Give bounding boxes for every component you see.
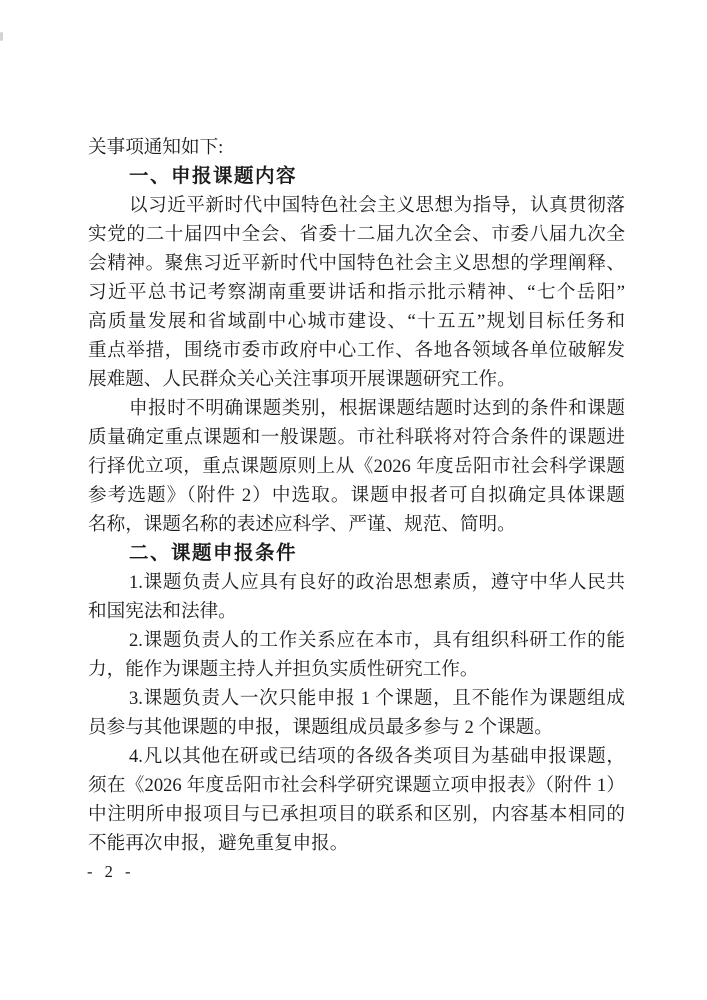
doc-line-item-1: 1.课题负责人应具有良好的政治思想素质，遵守中华人民共 bbox=[129, 572, 625, 593]
doc-line: 展难题、人民群众关心关注事项开展课题研究工作。 bbox=[88, 369, 516, 390]
doc-line: 名称，课题名称的表述应科学、严谨、规范、简明。 bbox=[88, 514, 516, 535]
doc-line-item-2: 2.课题负责人的工作关系应在本市，具有组织科研工作的能 bbox=[129, 630, 625, 651]
doc-line: 不能再次申报，避免重复申报。 bbox=[88, 833, 349, 854]
doc-line: 参考选题》（附件 2）中选取。课题申报者可自拟确定具体课题 bbox=[88, 485, 625, 506]
doc-line-item-3: 3.课题负责人一次只能申报 1 个课题，且不能作为课题组成 bbox=[129, 688, 625, 709]
doc-line: 以习近平新时代中国特色社会主义思想为指导，认真贯彻落 bbox=[129, 195, 625, 216]
doc-line: 申报时不明确课题类别，根据课题结题时达到的条件和课题 bbox=[129, 398, 625, 419]
heading-section-1: 一、申报课题内容 bbox=[129, 165, 298, 187]
heading-section-2: 二、课题申报条件 bbox=[129, 542, 298, 564]
doc-line-continuation: 关事项通知如下: bbox=[88, 137, 224, 158]
doc-line: 质量确定重点课题和一般课题。市社科联将对符合条件的课题进 bbox=[88, 427, 625, 448]
doc-line: 习近平总书记考察湖南重要讲话和指示批示精神、“七个岳阳” bbox=[88, 282, 625, 303]
doc-line: 须在《2026 年度岳阳市社会科学研究课题立项申报表》（附件 1） bbox=[88, 775, 625, 796]
doc-line: 中注明所申报项目与已承担项目的联系和区别，内容基本相同的 bbox=[88, 804, 625, 825]
doc-line-item-4: 4.凡以其他在研或已结项的各级各类项目为基础申报课题， bbox=[129, 746, 625, 767]
scan-edge-artifact bbox=[0, 32, 3, 41]
doc-line: 和国宪法和法律。 bbox=[88, 601, 237, 622]
page-number: - 2 - bbox=[87, 862, 135, 881]
doc-line: 高质量发展和省域副中心城市建设、“十五五”规划目标任务和 bbox=[88, 311, 625, 332]
document-text-block bbox=[88, 133, 625, 858]
doc-line: 员参与其他课题的申报，课题组成员最多参与 2 个课题。 bbox=[88, 717, 553, 738]
doc-line: 力，能作为课题主持人并担负实质性研究工作。 bbox=[88, 659, 479, 680]
doc-line: 重点举措，围绕市委市政府中心工作、各地各领域各单位破解发 bbox=[88, 340, 625, 361]
doc-line: 实党的二十届四中全会、省委十二届九次全会、市委八届九次全 bbox=[88, 224, 625, 245]
doc-line: 行择优立项，重点课题原则上从《2026 年度岳阳市社会科学课题 bbox=[88, 456, 625, 477]
doc-line: 会精神。聚焦习近平新时代中国特色社会主义思想的学理阐释、 bbox=[88, 253, 625, 274]
